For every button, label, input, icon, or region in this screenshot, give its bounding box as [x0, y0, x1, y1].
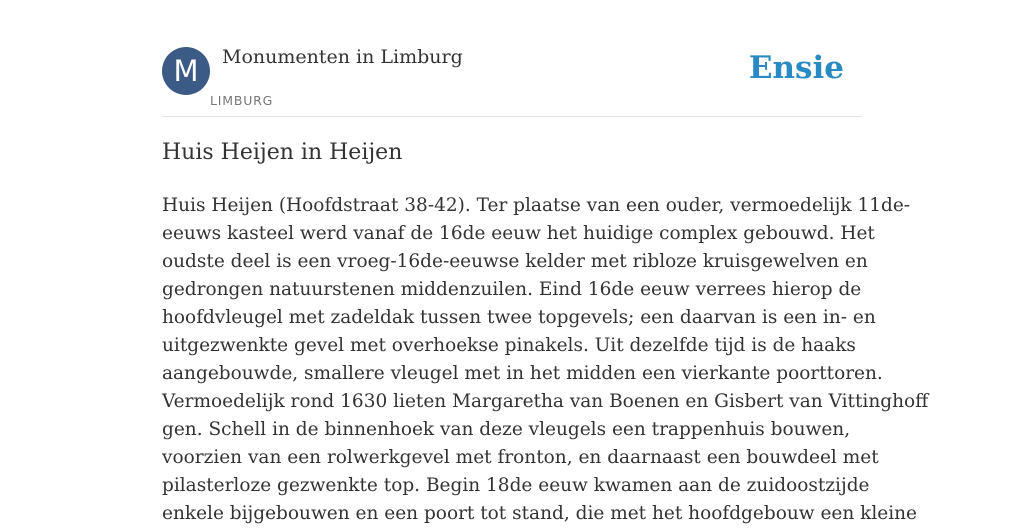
body-line: gedrongen natuurstenen middenzuilen. Eind 16de eeuw verrees hierop de: [162, 279, 862, 300]
body-line: hoofdvleugel met zadeldak tussen twee topgevels; een daarvan is een in- en: [162, 307, 876, 328]
category-label[interactable]: LIMBURG: [210, 93, 274, 108]
header: [162, 44, 862, 117]
article-body: [162, 192, 929, 528]
brand-logo[interactable]: Ensie: [748, 50, 844, 86]
site-title[interactable]: Monumenten in Limburg: [222, 46, 463, 68]
body-line: Vermoedelijk rond 1630 lieten Margaretha van Boenen en Gisbert van Vittinghoff: [162, 391, 929, 412]
avatar[interactable]: M: [162, 47, 210, 95]
body-line: pilasterloze gezwenkte top. Begin 18de eeuw kwamen aan de zuidoostzijde: [162, 475, 870, 496]
body-line: oudste deel is een vroeg-16de-eeuwse kelder met ribloze kruisgewelven en: [162, 251, 868, 272]
body-line: enkele bijgebouwen en een poort tot stand, die met het hoofdgebouw een kleine: [162, 503, 918, 524]
body-line: gen. Schell in de binnenhoek van deze vleugels een trappenhuis bouwen,: [162, 419, 851, 440]
body-line: voorzien van een rolwerkgevel met fronton, en daarnaast een bouwdeel met: [162, 447, 879, 468]
body-line: eeuws kasteel werd vanaf de 16de eeuw het huidige complex gebouwd. Het: [162, 223, 875, 244]
body-line: Huis Heijen (Hoofdstraat 38-42). Ter plaatse van een ouder, vermoedelijk 11de-: [162, 195, 911, 216]
article-title: Huis Heijen in Heijen: [162, 140, 403, 165]
body-line: uitgezwenkte gevel met overhoekse pinakels. Uit dezelfde tijd is de haaks: [162, 335, 856, 356]
body-line: aangebouwde, smallere vleugel met in het midden een vierkante poorttoren.: [162, 363, 883, 384]
